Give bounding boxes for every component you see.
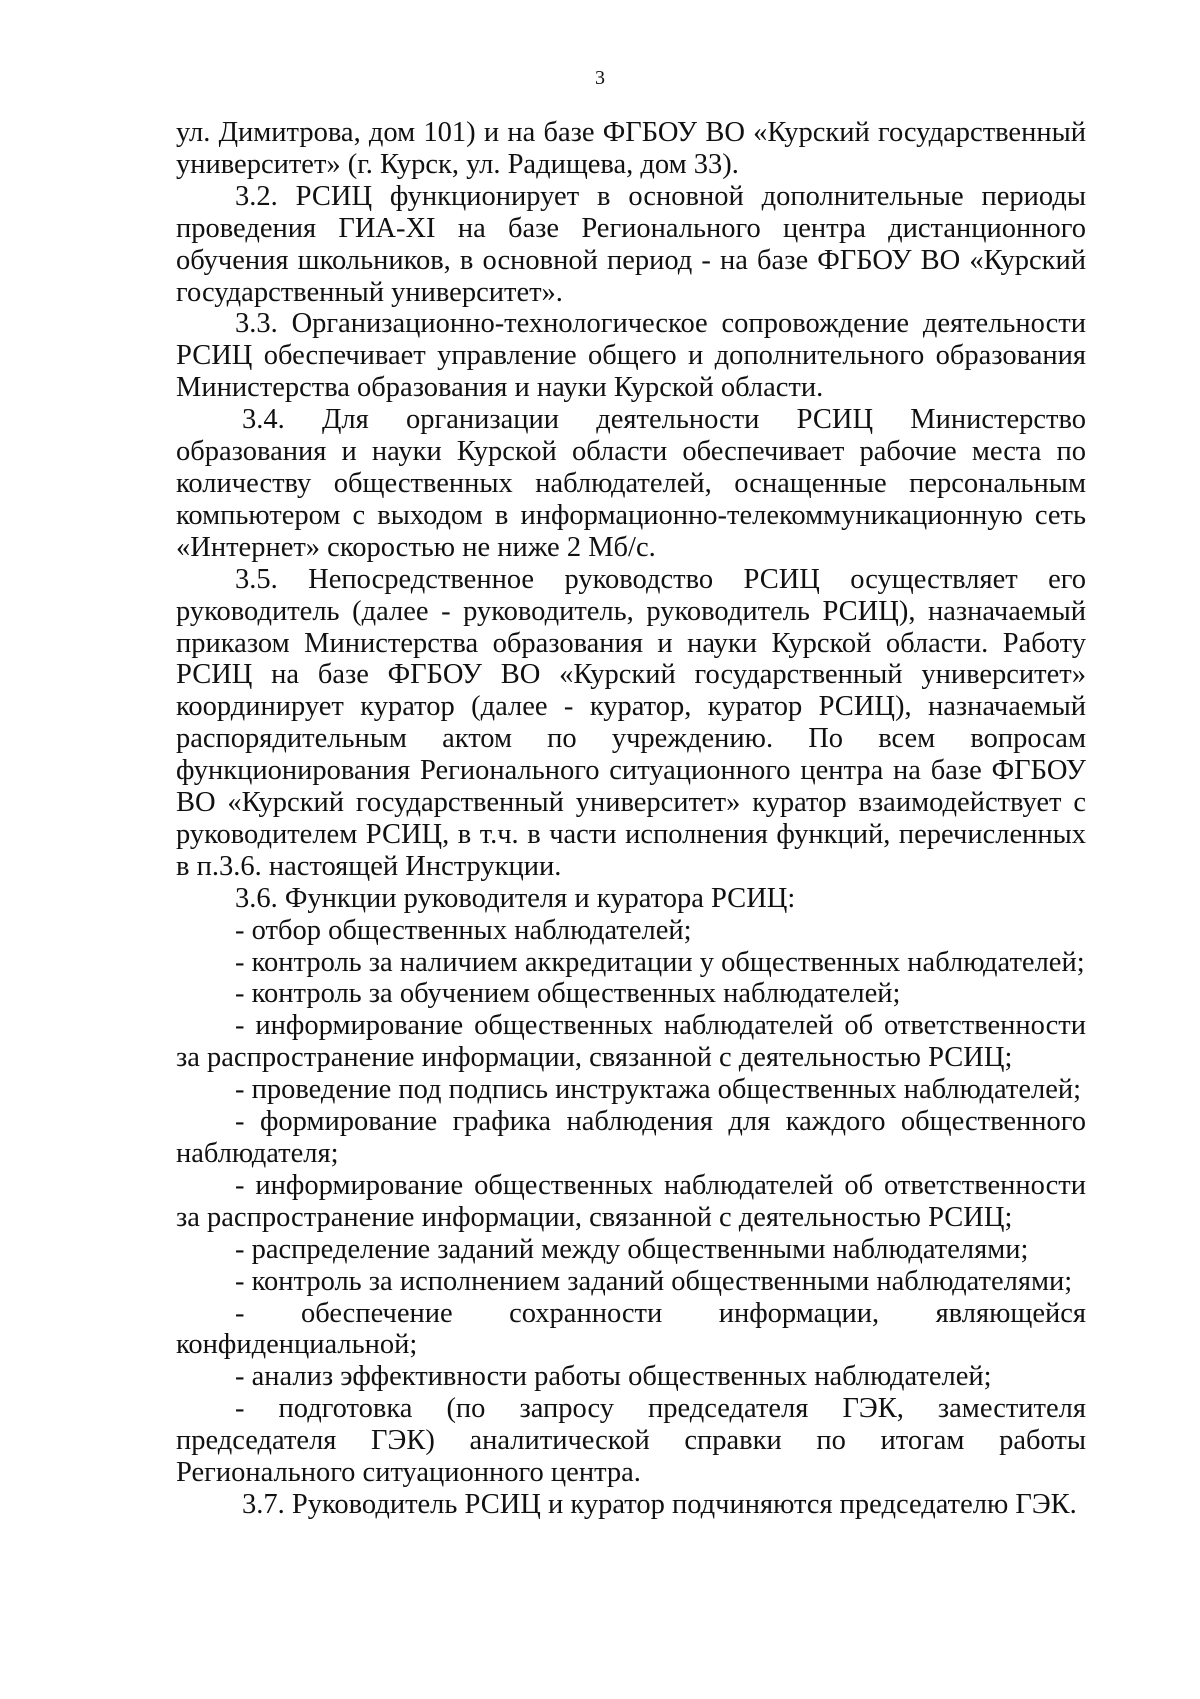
paragraph-3-2: 3.2. РСИЦ функционирует в основной дополнительные периоды проведения ГИА-XI на базе Регионального центра дистанционного обучения школьников, в основной период - на базе ФГБОУ ВО «Курский государственный университет». [176,180,1086,308]
paragraph-3-6-heading: 3.6. Функции руководителя и куратора РСИЦ: [235,882,796,914]
list-item: - обеспечение сохранности информации, являющейся конфиденциальной; [176,1297,1086,1361]
list-item: - контроль за обучением общественных наблюдателей; [235,978,901,1010]
list-item: - контроль за исполнением заданий общественными наблюдателями; [235,1265,1073,1297]
paragraph-address-continuation: ул. Димитрова, дом 101) и на базе ФГБОУ ВО «Курский государственный университет» (г. Курск, ул. Радищева, дом 33). [176,117,1086,180]
list-item: - отбор общественных наблюдателей; [235,914,692,946]
paragraph-3-7: 3.7. Руководитель РСИЦ и куратор подчиняются председателю ГЭК. [242,1488,1077,1520]
list-item: - проведение под подпись инструктажа общественных наблюдателей; [235,1074,1082,1106]
paragraph-3-5: 3.5. Непосредственное руководство РСИЦ осуществляет его руководитель (далее - руководитель, руководитель РСИЦ), назначаемый приказом Министерства образования и науки Курской области. Работу РСИЦ на базе ФГБОУ ВО «Курский государственный университет» координирует куратор (далее - куратор, куратор РСИЦ), назначаемый распорядительным актом по учреждению. По всем вопросам функционирования Регионального ситуационного центра на базе ФГБОУ ВО «Курский государственный университет» куратор взаимодействует с руководителем РСИЦ, в т.ч. в части исполнения функций, перечисленных в п.3.6. настоящей Инструкции. [176,563,1086,882]
list-item: - анализ эффективности работы общественных наблюдателей; [235,1361,992,1393]
list-item: - информирование общественных наблюдателей об ответственности за распространение информации, связанной с деятельностью РСИЦ; [176,1010,1086,1074]
list-item: - формирование графика наблюдения для каждого общественного наблюдателя; [176,1106,1086,1169]
document-body [176,117,1086,1521]
page-number: 3 [595,67,605,89]
paragraph-3-3: 3.3. Организационно-технологическое сопровождение деятельности РСИЦ обеспечивает управление общего и дополнительного образования Министерства образования и науки Курской области. [176,308,1086,404]
list-item: - распределение заданий между общественными наблюдателями; [235,1233,1029,1265]
paragraph-3-4: 3.4. Для организации деятельности РСИЦ Министерство образования и науки Курской области обеспечивает рабочие места по количеству общественных наблюдателей, оснащенные персональным компьютером с выходом в информационно-телекоммуникационную сеть «Интернет» скоростью не ниже 2 Мб/с. [176,404,1086,563]
list-item: - подготовка (по запросу председателя ГЭК, заместителя председателя ГЭК) аналитической справки по итогам работы Регионального ситуационного центра. [176,1393,1086,1489]
list-item: - контроль за наличием аккредитации у общественных наблюдателей; [235,946,1085,978]
list-item: - информирование общественных наблюдателей об ответственности за распространение информации, связанной с деятельностью РСИЦ; [176,1169,1086,1233]
